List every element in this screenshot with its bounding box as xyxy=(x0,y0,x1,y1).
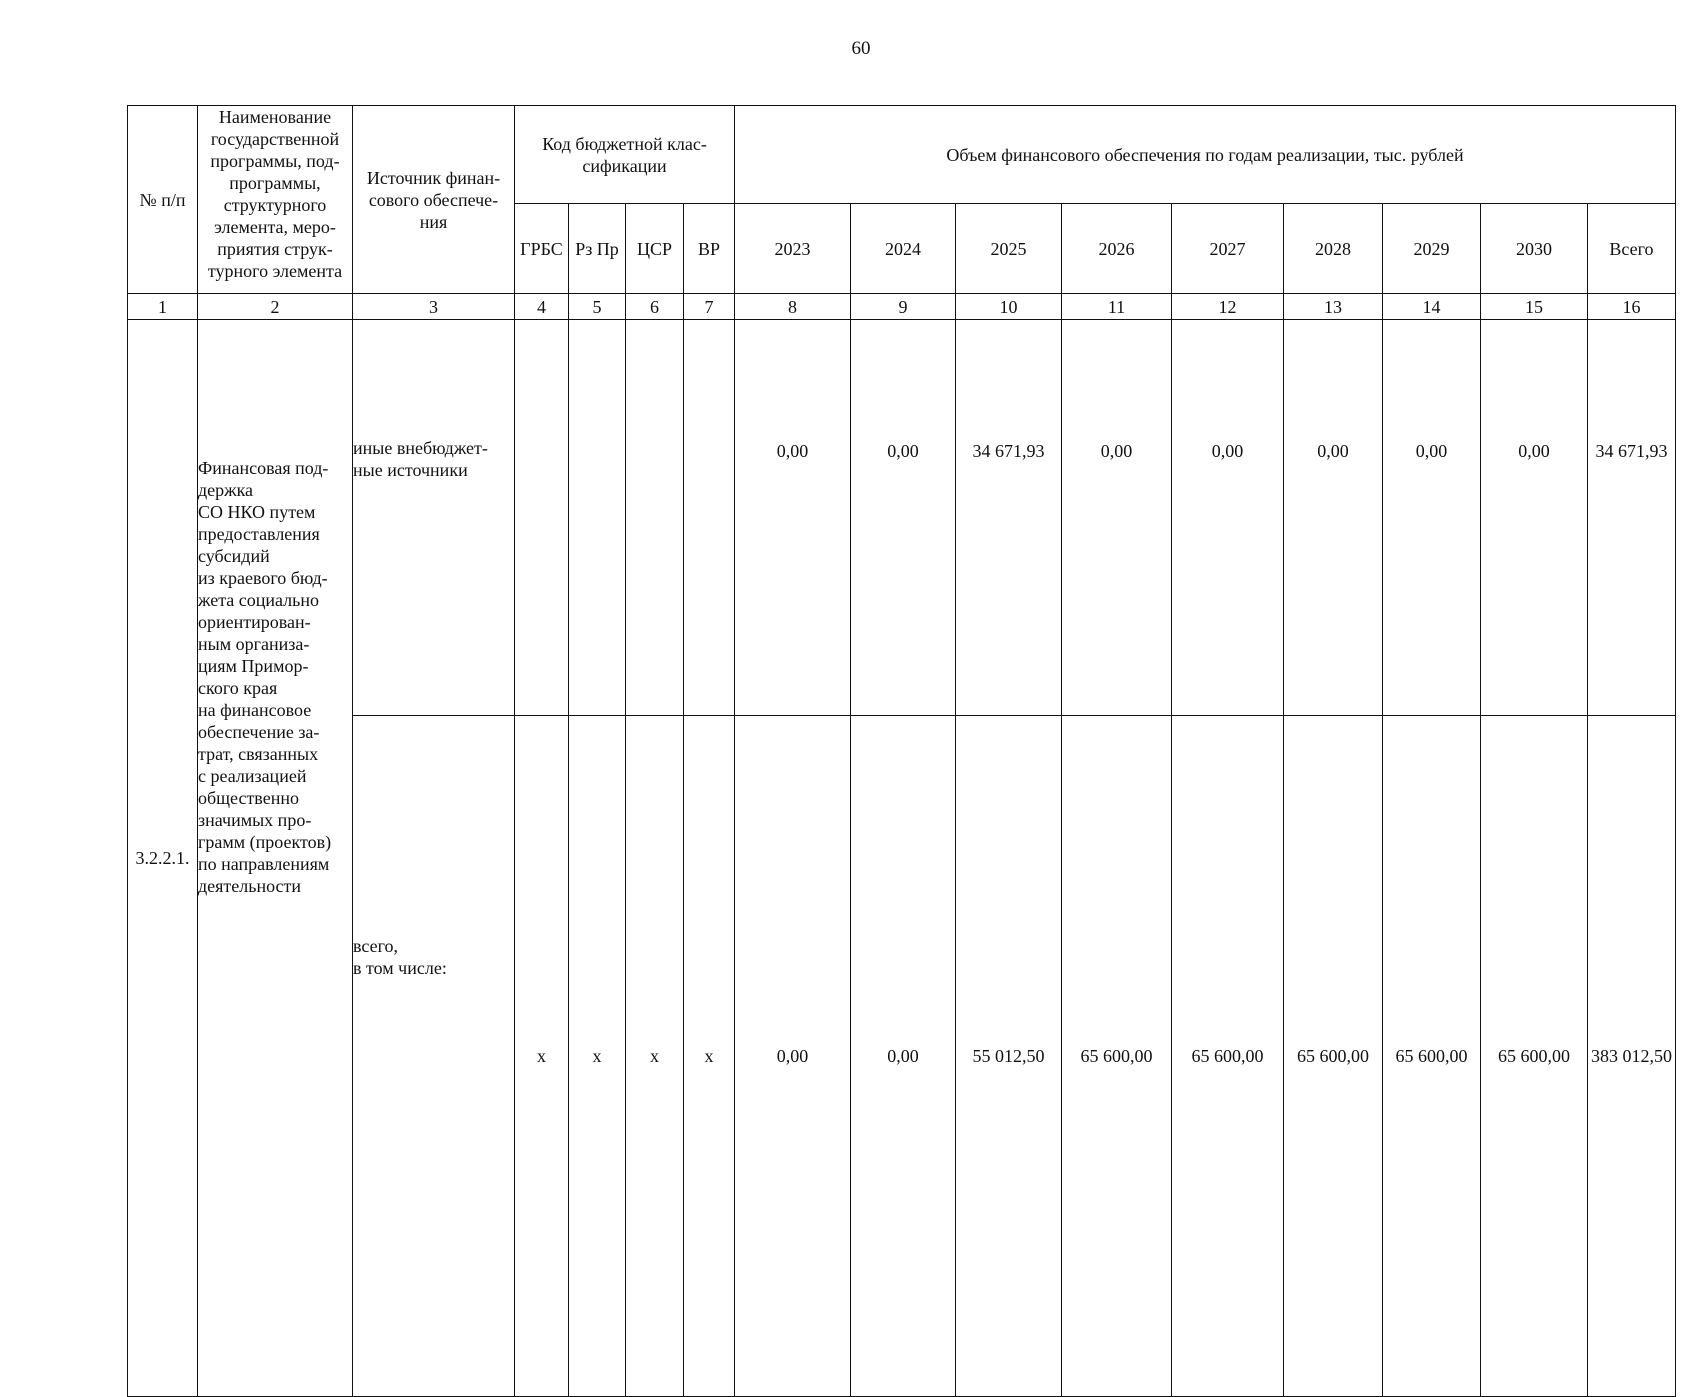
column-number: 3 xyxy=(353,294,515,320)
item-name-line: Финансовая под- xyxy=(198,458,329,478)
code-csr xyxy=(626,320,684,716)
header-source-line: ния xyxy=(419,211,448,232)
header-year-2028: 2028 xyxy=(1284,204,1383,294)
value-total: 34 671,93 xyxy=(1588,320,1676,716)
value-2028: 0,00 xyxy=(1284,320,1383,716)
header-budget-code-line: сификации xyxy=(582,155,667,176)
header-total: Всего xyxy=(1588,204,1676,294)
header-name-line: структурного xyxy=(223,195,327,215)
code-rzpr: x xyxy=(569,716,626,1397)
header-name-line: приятия струк- xyxy=(217,239,333,259)
column-number: 6 xyxy=(626,294,684,320)
table-row xyxy=(128,716,1676,1397)
source-line: ные источники xyxy=(353,460,468,480)
column-number: 9 xyxy=(851,294,956,320)
item-name-line: субсидий xyxy=(198,546,270,566)
header-number: № п/п xyxy=(128,106,198,294)
code-csr: x xyxy=(626,716,684,1397)
item-name-line: ориентирован- xyxy=(198,612,311,632)
column-number: 4 xyxy=(515,294,569,320)
value-2026: 65 600,00 xyxy=(1062,716,1172,1397)
value-2030: 65 600,00 xyxy=(1481,716,1588,1397)
header-name-line: государственной xyxy=(210,129,340,149)
code-grbs: x xyxy=(515,716,569,1397)
table-row xyxy=(128,320,1676,716)
row-number: 3.2.2.1. xyxy=(128,320,198,1397)
header-year-2024: 2024 xyxy=(851,204,956,294)
code-rzpr xyxy=(569,320,626,716)
financing-table xyxy=(127,105,1676,1397)
value-2030: 0,00 xyxy=(1481,320,1588,716)
header-source-line: Источник финан- xyxy=(366,167,501,188)
item-name-line: циям Примор- xyxy=(198,656,309,676)
header-year-2027: 2027 xyxy=(1172,204,1284,294)
header-row-1 xyxy=(128,106,1676,204)
header-name-line: программы, под- xyxy=(210,151,340,171)
header-csr: ЦСР xyxy=(626,204,684,294)
item-name-line: грамм (проектов) xyxy=(198,832,332,852)
item-name-line: по направлениям xyxy=(198,854,330,874)
header-name-line: Наименование xyxy=(218,107,332,127)
value-2024: 0,00 xyxy=(851,716,956,1397)
item-name-line: деятельности xyxy=(198,876,302,896)
column-number: 11 xyxy=(1062,294,1172,320)
value-2027: 0,00 xyxy=(1172,320,1284,716)
item-name-line: общественно xyxy=(198,788,299,808)
value-2028: 65 600,00 xyxy=(1284,716,1383,1397)
header-year-2026: 2026 xyxy=(1062,204,1172,294)
value-total: 383 012,50 xyxy=(1588,716,1676,1397)
value-2023: 0,00 xyxy=(735,716,851,1397)
header-budget-code-line: Код бюджетной клас- xyxy=(542,133,707,154)
column-number: 2 xyxy=(198,294,353,320)
value-2024: 0,00 xyxy=(851,320,956,716)
item-name-line: обеспечение за- xyxy=(198,722,320,742)
header-name xyxy=(198,106,353,294)
value-2025: 55 012,50 xyxy=(956,716,1062,1397)
source-line: иные внебюджет- xyxy=(353,438,488,458)
header-volume-group: Объем финансового обеспечения по годам реализации, тыс. рублей xyxy=(735,106,1676,204)
header-grbs: ГРБС xyxy=(515,204,569,294)
column-number: 14 xyxy=(1383,294,1481,320)
source-line: в том числе: xyxy=(353,958,447,978)
column-number: 16 xyxy=(1588,294,1676,320)
item-name-line: ным организа- xyxy=(198,634,310,654)
item-name-line: ского края xyxy=(198,678,278,698)
header-rzpr: Рз Пр xyxy=(569,204,626,294)
header-year-2025: 2025 xyxy=(956,204,1062,294)
item-name-line: предоставления xyxy=(198,524,320,544)
code-vr xyxy=(684,320,735,716)
item-name-line: трат, связанных xyxy=(198,744,319,764)
header-name-line: элемента, меро- xyxy=(214,217,336,237)
column-number: 13 xyxy=(1284,294,1383,320)
header-name-line: турного элемента xyxy=(207,261,343,281)
header-year-2023: 2023 xyxy=(735,204,851,294)
item-name-line: держка xyxy=(198,480,254,500)
source-cell xyxy=(353,320,515,716)
page-number: 60 xyxy=(851,38,871,59)
value-2029: 65 600,00 xyxy=(1383,716,1481,1397)
item-name-line: значимых про- xyxy=(198,810,312,830)
item-name-line: жета социально xyxy=(198,590,319,610)
item-name-line: из краевого бюд- xyxy=(198,568,328,588)
source-cell xyxy=(353,716,515,1397)
column-numbers-row xyxy=(128,294,1676,320)
header-year-2030: 2030 xyxy=(1481,204,1588,294)
value-2027: 65 600,00 xyxy=(1172,716,1284,1397)
column-number: 7 xyxy=(684,294,735,320)
header-source xyxy=(353,106,515,294)
column-number: 5 xyxy=(569,294,626,320)
header-budget-code-group xyxy=(515,106,735,204)
header-name-line: программы, xyxy=(229,173,321,193)
value-2029: 0,00 xyxy=(1383,320,1481,716)
column-number: 10 xyxy=(956,294,1062,320)
item-name-line: СО НКО путем xyxy=(198,502,316,522)
item-name-cell xyxy=(198,320,353,1397)
value-2026: 0,00 xyxy=(1062,320,1172,716)
code-vr: x xyxy=(684,716,735,1397)
value-2025: 34 671,93 xyxy=(956,320,1062,716)
item-name-line: на финансовое xyxy=(198,700,312,720)
header-vr: ВР xyxy=(684,204,735,294)
item-name-line: с реализацией xyxy=(198,766,307,786)
header-source-line: сового обеспече- xyxy=(368,189,499,210)
header-year-2029: 2029 xyxy=(1383,204,1481,294)
column-number: 8 xyxy=(735,294,851,320)
column-number: 1 xyxy=(128,294,198,320)
column-number: 12 xyxy=(1172,294,1284,320)
source-line: всего, xyxy=(353,936,399,956)
value-2023: 0,00 xyxy=(735,320,851,716)
item-name xyxy=(198,457,353,897)
code-grbs xyxy=(515,320,569,716)
column-number: 15 xyxy=(1481,294,1588,320)
